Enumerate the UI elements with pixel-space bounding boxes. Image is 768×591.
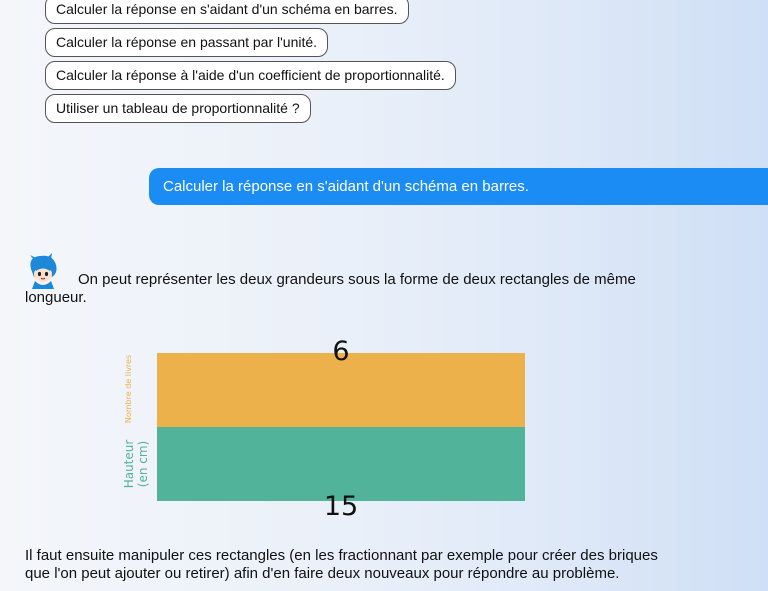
option-bar-diagram[interactable]: Calculer la réponse en s'aidant d'un schéma en barres. — [45, 0, 409, 24]
bottom-bar-value: 15 — [323, 491, 359, 520]
bar-diagram — [100, 320, 550, 520]
bottom-bar-axis-label-line2: (en cm) — [136, 440, 150, 488]
option-proportionality-table[interactable]: Utiliser un tableau de proportionnalité ? — [45, 94, 311, 123]
top-bar-value: 6 — [332, 336, 350, 367]
option-proportionality-coefficient[interactable]: Calculer la réponse à l'aide d'un coefficient de proportionnalité. — [45, 61, 456, 90]
bottom-bar — [157, 427, 525, 501]
bottom-bar-axis-label-line1: Hauteur — [122, 439, 136, 489]
user-message-bubble: Calculer la réponse en s'aidant d'un schéma en barres. — [149, 168, 768, 205]
option-unit-method[interactable]: Calculer la réponse en passant par l'unité. — [45, 28, 328, 57]
top-bar-axis-label: Nombre de livres — [124, 354, 133, 424]
bot-message: On peut représenter les deux grandeurs sous la forme de deux rectangles de même longueur. — [25, 271, 636, 306]
follow-up-message: Il faut ensuite manipuler ces rectangles (en les fractionnant par exemple pour créer des briques que l'on peut ajouter ou retirer) afin d'en faire deux nouveaux pour répondre au problème. — [25, 547, 658, 582]
